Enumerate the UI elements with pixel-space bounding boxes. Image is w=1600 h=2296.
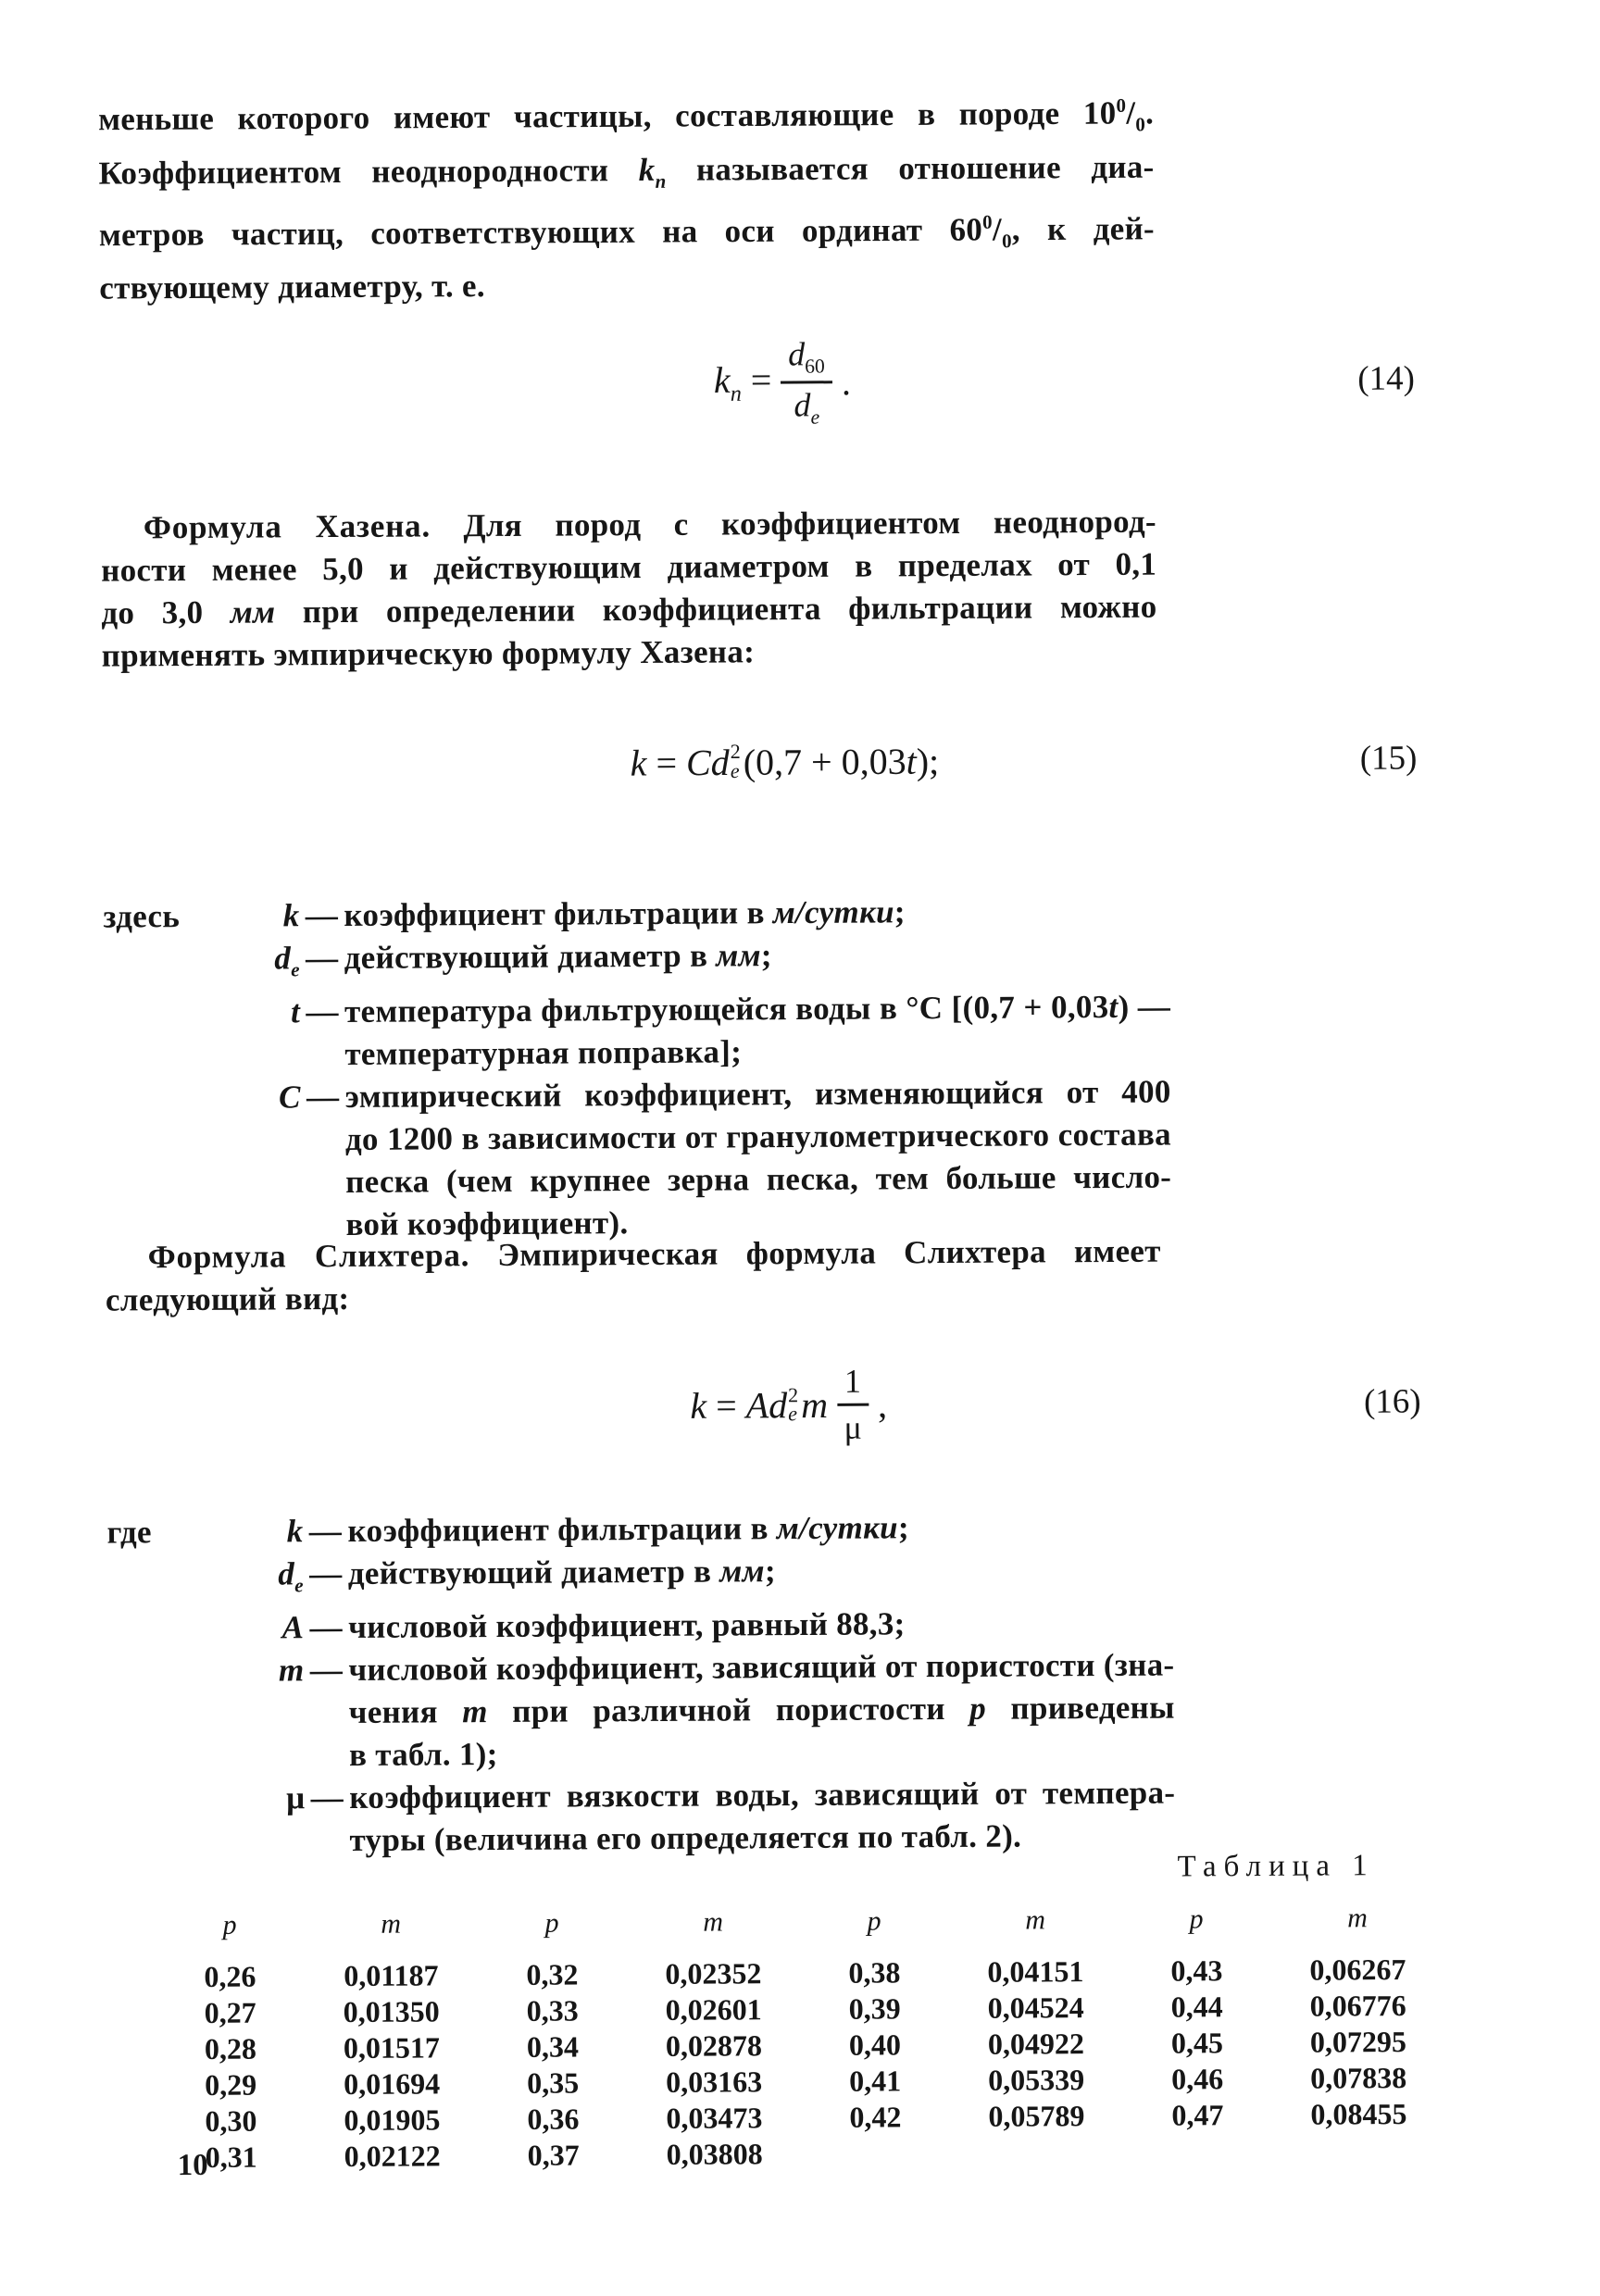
- table-cell-empty: [1118, 2133, 1279, 2170]
- definition-item: [244, 986, 1171, 1077]
- table-cell-empty: [795, 2135, 956, 2172]
- definition-dash: —: [309, 1609, 343, 1646]
- table-cell: 0,47: [1171, 2098, 1224, 2132]
- formula-15-row: [102, 718, 1417, 805]
- text-line: температурная поправка];: [344, 1033, 743, 1073]
- table-cell: 0,01350: [343, 1994, 440, 2029]
- definition-term: A: [281, 1609, 305, 1646]
- text-line: действующий диаметр в мм;: [347, 1553, 776, 1591]
- definition-term: k: [282, 897, 300, 934]
- definition-dash: —: [306, 1079, 340, 1116]
- text-line: действующий диаметр в мм;: [344, 937, 772, 977]
- table-cell: 0,28: [204, 2031, 257, 2065]
- table-cell: 0,01694: [344, 2066, 441, 2102]
- definition-item: [245, 1071, 1172, 1247]
- definition-desc: [347, 1505, 1173, 1553]
- formula-15: [631, 739, 940, 784]
- text-line: коэффициент вязкости воды, зависящий от темпера-: [349, 1774, 1176, 1816]
- table-cell: 0,45: [1170, 2026, 1224, 2060]
- text-line: Коэффициентом неоднородности $k_n$ называется отношение диа-: [98, 148, 1155, 193]
- definition-desc: [344, 890, 1169, 937]
- definition-dash: —: [305, 897, 339, 934]
- definition-term: k: [286, 1513, 304, 1550]
- definition-term: $d_e$: [278, 1555, 304, 1597]
- formula-15-sub: e: [730, 758, 740, 782]
- table-cell: 0,29: [205, 2067, 257, 2102]
- formula-14-number: (14): [1357, 358, 1416, 398]
- definition-prefix: где: [106, 1514, 152, 1551]
- table-cell: 0,44: [1170, 1990, 1223, 2024]
- text-run: Эмпирическая формула Слихтера имеет: [497, 1232, 1161, 1273]
- table-cell: 0,37: [527, 2138, 580, 2172]
- page-number: 10: [177, 2148, 208, 2183]
- text-line: песка (чем крупнее зерна песка, тем больше число-: [345, 1158, 1172, 1200]
- text-line: применять эмпирическую формулу Хазена:: [101, 633, 756, 674]
- table-cell: 0,46: [1171, 2062, 1224, 2096]
- formula-14-numerator: $d_{60}$: [781, 335, 832, 383]
- table-cell: 0,02878: [665, 2028, 763, 2063]
- definition-list-here: [103, 890, 1171, 1248]
- definition-item: [244, 890, 1169, 938]
- definition-items: [247, 1505, 1175, 1863]
- text-line: температура фильтрующейся воды в °С [(0,7 + 0,03t) —: [344, 988, 1171, 1030]
- text-line: туры (величина его определяется по табл. 2).: [349, 1817, 1022, 1858]
- formula-16-tail: ,: [877, 1383, 888, 1426]
- text-line: вой коэффициент).: [345, 1204, 629, 1242]
- table-cell: 0,35: [527, 2065, 580, 2100]
- definition-desc: [348, 1644, 1175, 1777]
- column-header-m: m: [1025, 1904, 1046, 1936]
- table-cell: 0,36: [527, 2102, 580, 2136]
- definition-items: [244, 890, 1171, 1247]
- text-line: [101, 501, 1156, 550]
- formula-14-denominator: $d_e$: [794, 385, 820, 429]
- fraction: [781, 335, 832, 429]
- definition-dash: —: [306, 993, 339, 1030]
- formula-16-sup: 2: [787, 1382, 799, 1406]
- definition-desc: [344, 986, 1171, 1076]
- column-header-m: m: [1347, 1903, 1369, 1934]
- text-line: метров частиц, соответствующих на оси ординат $60^0/_0$, к дей-: [98, 209, 1156, 253]
- definition-item: [249, 1772, 1176, 1863]
- table-cell: 0,31: [205, 2140, 257, 2174]
- sup-sub-stack: [787, 1382, 799, 1426]
- table-cell: 0,02601: [665, 1992, 762, 2027]
- table-cell: 0,07838: [1310, 2061, 1407, 2095]
- text-line: числовой коэффициент, равный 88,3;: [348, 1605, 906, 1645]
- text-line: чения m при различной пористости p приведены: [348, 1689, 1175, 1730]
- definition-dash: —: [309, 1555, 343, 1592]
- definition-item: [244, 932, 1170, 992]
- formula-15-pre: k = Cd: [630, 741, 730, 784]
- table-cell: 0,02122: [344, 2139, 441, 2174]
- table-cell: 0,01517: [343, 2030, 441, 2065]
- table-cell: 0,04151: [987, 1954, 1084, 1989]
- table-cell: 0,03473: [666, 2101, 763, 2135]
- definition-desc: [344, 932, 1170, 980]
- definition-term: C: [278, 1079, 301, 1116]
- table-cell: 0,04922: [987, 2027, 1085, 2061]
- paragraph-lead: Формула Хазена.: [143, 507, 431, 546]
- definition-dash: —: [310, 1779, 344, 1816]
- definition-item: [248, 1602, 1174, 1650]
- definition-desc: [348, 1602, 1174, 1649]
- definition-item: [248, 1548, 1174, 1607]
- formula-14-row: [100, 325, 1416, 440]
- table-cell: 0,39: [848, 1991, 901, 2026]
- table-cell-empty: [1279, 2132, 1440, 2169]
- table-cell: 0,06267: [1309, 1953, 1406, 1987]
- formula-16: [690, 1362, 887, 1448]
- table-caption: Таблица 1: [1177, 1849, 1375, 1884]
- column-header-p: p: [867, 1905, 881, 1937]
- definition-desc: [345, 1071, 1172, 1246]
- definition-item: [247, 1505, 1173, 1554]
- text-run: Для пород с коэффициентом неоднород-: [463, 503, 1156, 544]
- table-cell: 0,32: [526, 1957, 579, 1991]
- table-cell: 0,38: [848, 1955, 901, 1990]
- definition-dash: —: [308, 1513, 343, 1550]
- formula-16-pre: k = Ad: [690, 1384, 788, 1427]
- formula-15-sup: 2: [730, 739, 741, 764]
- text-line: до 3,0 мм при определении коэффициента фильтрации можно: [101, 588, 1157, 631]
- table-cell: 0,33: [526, 1993, 579, 2028]
- definition-term: t: [290, 993, 301, 1030]
- table-cell-empty: [956, 2134, 1118, 2171]
- text-line: числовой коэффициент, зависящий от пористости (зна-: [348, 1646, 1175, 1688]
- definition-list-where: [106, 1505, 1175, 1864]
- table-cell: 0,08455: [1310, 2097, 1407, 2131]
- text-line: эмпирический коэффициент, изменяющийся от 400: [344, 1073, 1171, 1115]
- definition-desc: [348, 1548, 1174, 1595]
- column-header-m: m: [381, 1908, 402, 1940]
- column-header-p: p: [1189, 1903, 1204, 1935]
- text-line: коэффициент фильтрации в м/сутки;: [344, 893, 906, 934]
- formula-16-denominator: μ: [844, 1408, 862, 1446]
- formula-16-number: (16): [1363, 1381, 1421, 1421]
- table-cell: 0,05789: [988, 2099, 1085, 2133]
- formula-15-post: (0,7 + 0,03t);: [743, 740, 940, 783]
- fraction: [837, 1362, 869, 1447]
- formula-14: [714, 335, 852, 430]
- table-cell: 0,42: [849, 2100, 902, 2134]
- table-cell: 0,43: [1170, 1953, 1223, 1988]
- table-cell: 0,02352: [665, 1956, 762, 1990]
- column-header-m: m: [703, 1906, 724, 1938]
- text-line: меньше которого имеют частицы, составляющие в породе $10^0/_0$.: [98, 94, 1155, 138]
- formula-14-lhs: $k_n$ =: [713, 358, 772, 406]
- table-cell: 0,27: [204, 1995, 256, 2029]
- column-header-p: p: [544, 1907, 559, 1939]
- text-line: в табл. 1);: [348, 1736, 498, 1773]
- definition-item: [248, 1644, 1175, 1778]
- table-cell: 0,26: [204, 1959, 256, 1993]
- table-cell: 0,06776: [1309, 1989, 1406, 2023]
- paragraph-intro: [98, 84, 1155, 310]
- formula-16-mid: m: [800, 1383, 829, 1426]
- paragraph-lead: Формула Слихтера.: [147, 1237, 470, 1276]
- definition-dash: —: [305, 940, 339, 977]
- table-cell: 0,34: [526, 2029, 580, 2064]
- text-line: ности менее 5,0 и действующим диаметром в пределах от 0,1: [101, 545, 1157, 589]
- table-cell: 0,07295: [1309, 2025, 1407, 2059]
- table-cell: 0,04524: [987, 1990, 1084, 2025]
- table-cell: 0,01905: [344, 2103, 441, 2138]
- table-cell: 0,40: [848, 2028, 902, 2062]
- table-cell: 0,41: [849, 2064, 902, 2098]
- text-line: [106, 1230, 1161, 1279]
- definition-prefix: здесь: [103, 898, 181, 935]
- paragraph-slichter: [106, 1230, 1162, 1322]
- table-cell: 0,01187: [344, 1958, 439, 1993]
- definition-term: m: [278, 1652, 305, 1689]
- text-line: до 1200 в зависимости от гранулометрического состава: [344, 1116, 1172, 1157]
- definition-term: $d_e$: [274, 940, 300, 981]
- text-line: ствующему диаметру, т. е.: [99, 268, 485, 306]
- table-cell: 0,03163: [666, 2065, 763, 2099]
- table-cell: 0,30: [205, 2103, 257, 2138]
- table-1: [149, 1900, 1440, 2176]
- formula-15-number: (15): [1359, 738, 1418, 778]
- formula-16-row: [106, 1343, 1421, 1467]
- paragraph-hazen: [101, 501, 1157, 678]
- text-line: коэффициент фильтрации в м/сутки;: [347, 1509, 909, 1549]
- table-cell: 0,05339: [988, 2063, 1085, 2097]
- table-cell: 0,03808: [666, 2137, 763, 2171]
- column-header-p: p: [222, 1909, 237, 1940]
- definition-desc: [349, 1772, 1176, 1862]
- sup-sub-stack: [730, 739, 741, 782]
- definition-term: μ: [286, 1779, 306, 1816]
- formula-16-sub: e: [788, 1402, 798, 1426]
- formula-16-numerator: 1: [837, 1362, 869, 1406]
- formula-14-tail: .: [841, 360, 852, 403]
- definition-dash: —: [309, 1652, 344, 1689]
- text-line: следующий вид:: [105, 1279, 350, 1318]
